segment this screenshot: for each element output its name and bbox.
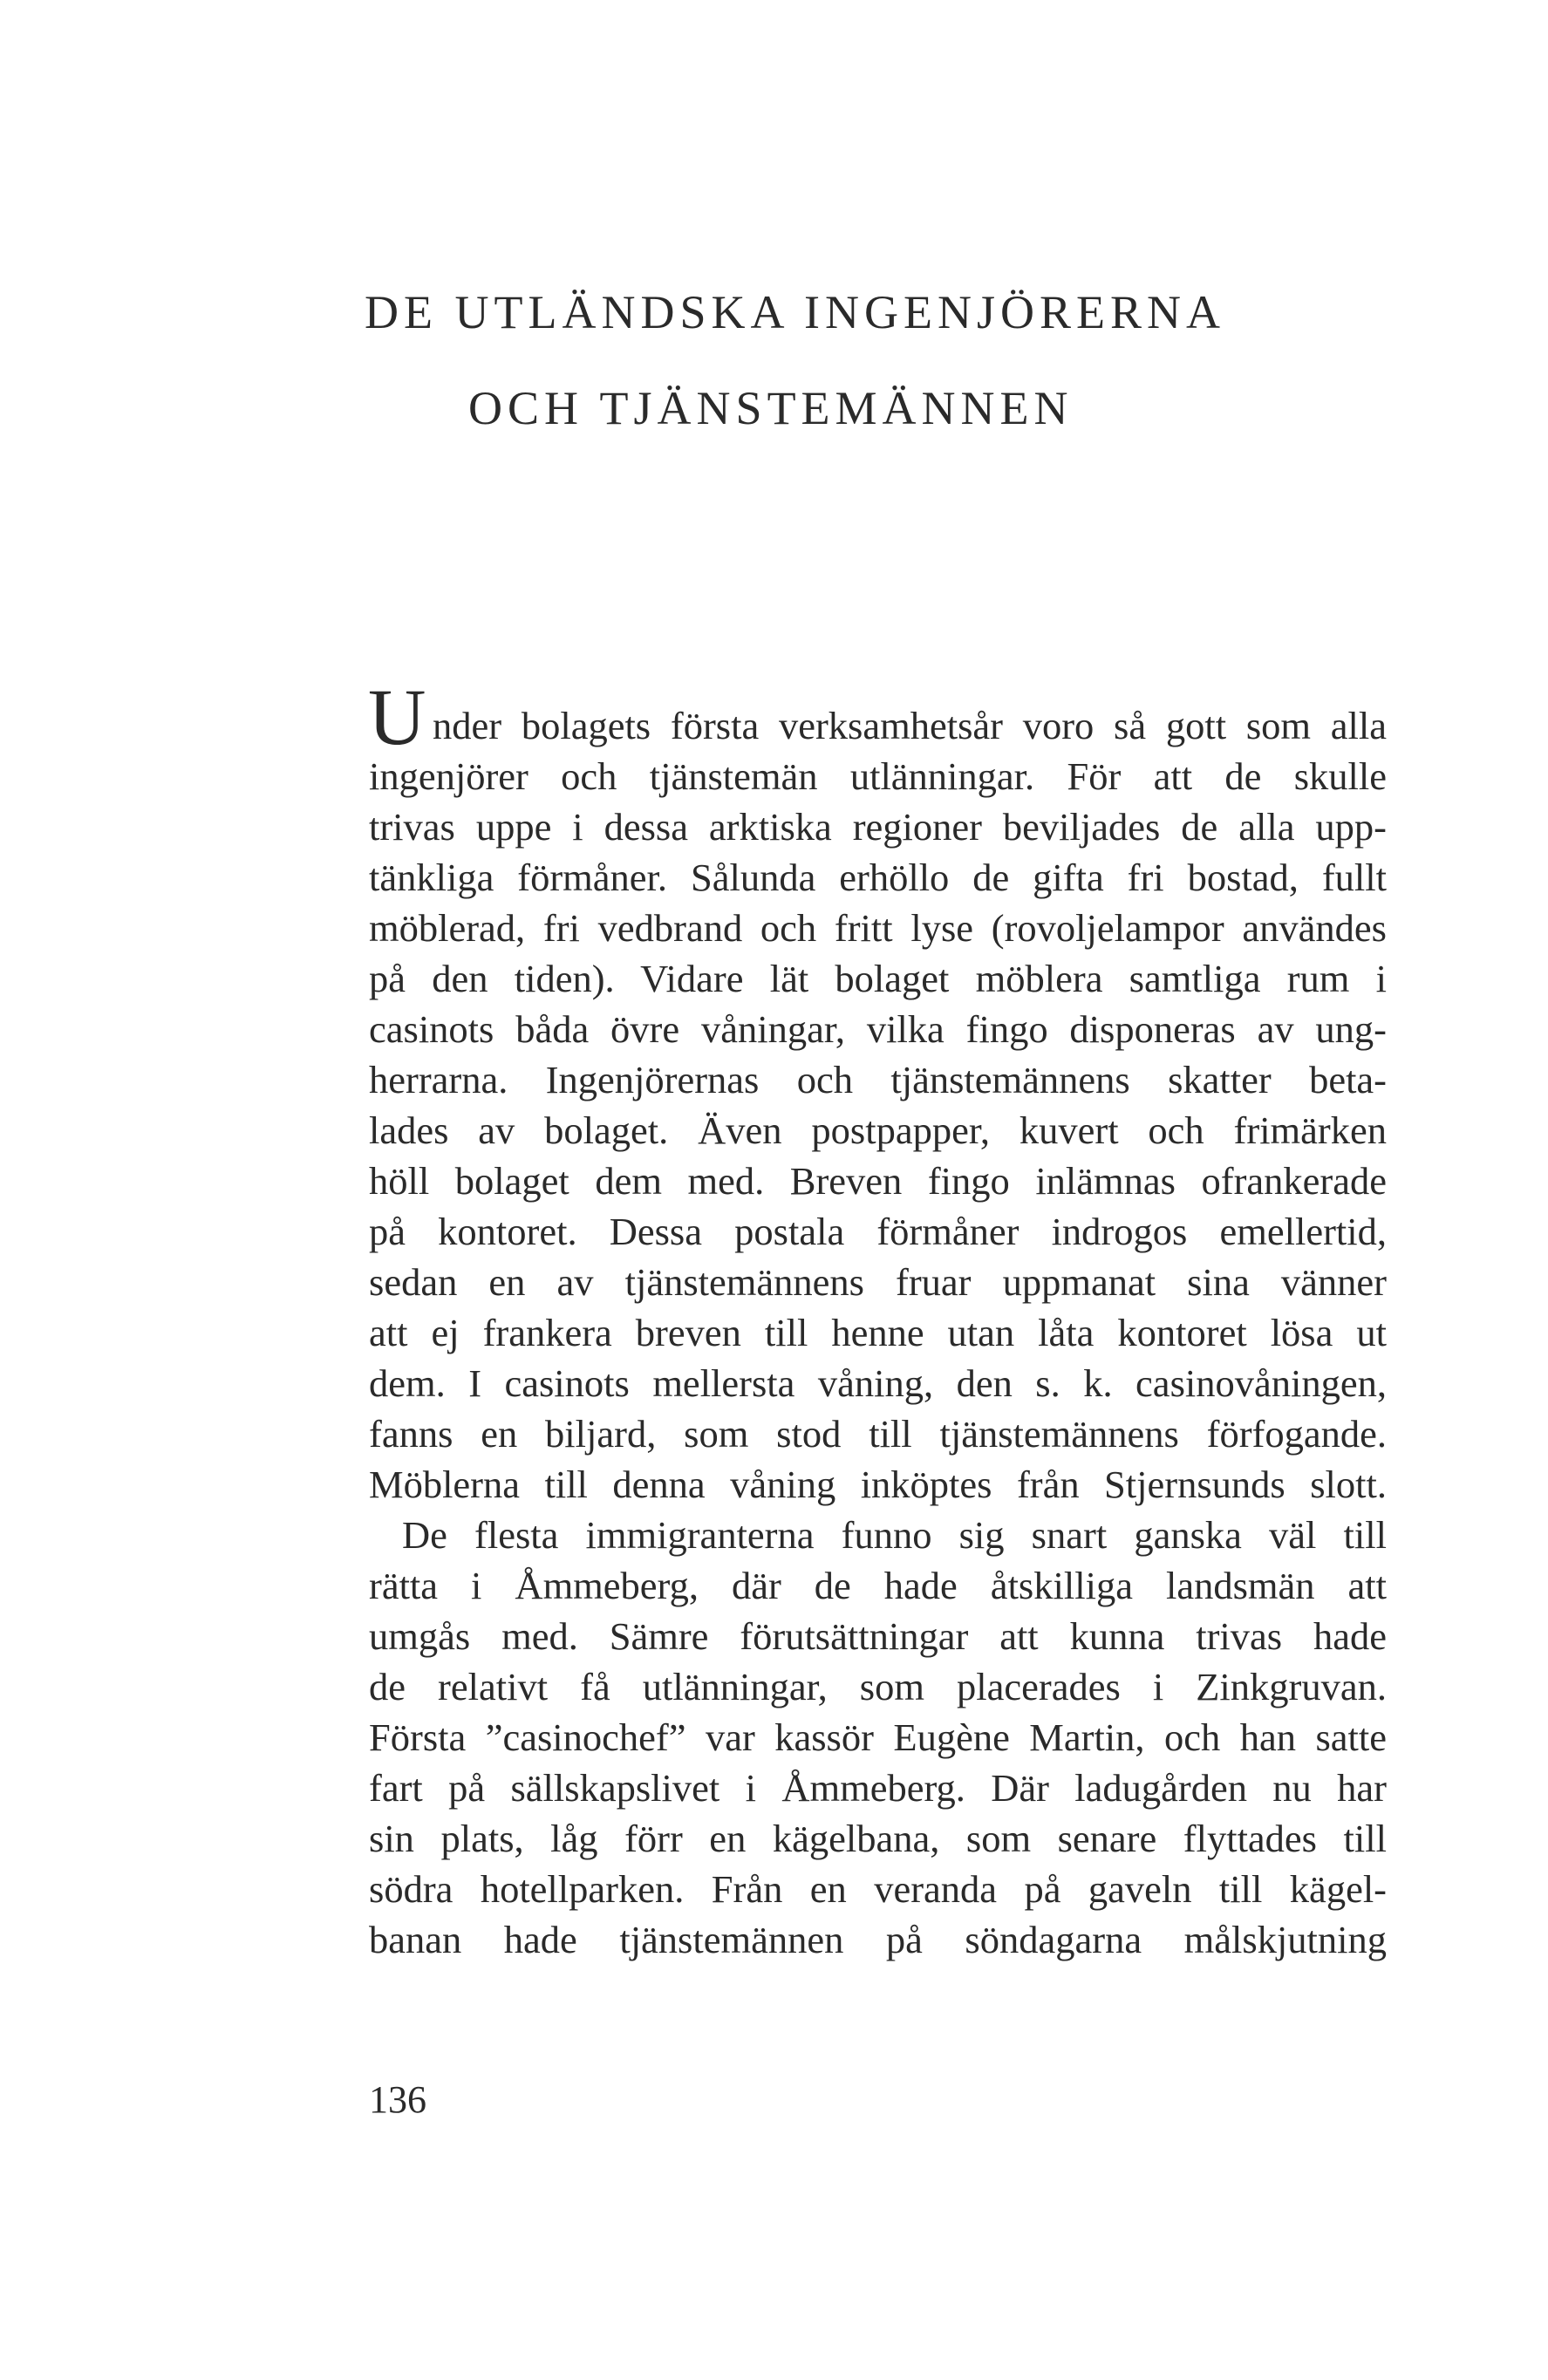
body-line: Första ”casinochef” var kassör Eugène Martin, och han satte [369,1715,1387,1759]
body-line: dem. I casinots mellersta våning, den s. k. casinovåningen, [369,1361,1387,1405]
body-line: sin plats, låg förr en kägelbana, som senare flyttades till [369,1817,1387,1860]
body-line: de relativt få utlänningar, som placerades i Zinkgruvan. [369,1665,1387,1708]
body-line: tänkliga förmåner. Sålunda erhöllo de gifta fri bostad, fullt [369,856,1387,899]
body-line: herrarna. Ingenjörernas och tjänstemännens skatter beta- [369,1058,1387,1101]
chapter-title-line-2: OCH TJÄNSTEMÄNNEN [468,382,1074,434]
body-line: fanns en biljard, som stod till tjänstemännens förfogande. [369,1412,1387,1456]
body-line: höll bolaget dem med. Breven fingo inlämnas ofrankerade [369,1159,1387,1203]
body-line: umgås med. Sämre förutsättningar att kunna trivas hade [369,1614,1387,1658]
body-line: Möblerna till denna våning inköptes från Stjernsunds slott. [369,1463,1387,1506]
body-line: på den tiden). Vidare lät bolaget möblera samtliga rum i [369,957,1387,1000]
chapter-title-line-1: DE UTLÄNDSKA INGENJÖRERNA [365,286,1225,338]
body-line: på kontoret. Dessa postala förmåner indrogos emellertid, [369,1210,1387,1253]
body-line: De flesta immigranterna funno sig snart ganska väl till [402,1513,1387,1557]
body-line: sedan en av tjänstemännens fruar uppmanat sina vänner [369,1260,1387,1304]
body-line: möblerad, fri vedbrand och fritt lyse (rovoljelampor användes [369,906,1387,950]
body-line: södra hotellparken. Från en veranda på gaveln till kägel- [369,1867,1387,1911]
body-line: lades av bolaget. Även postpapper, kuvert och frimärken [369,1108,1387,1152]
body-line: fart på sällskapslivet i Åmmeberg. Där ladugården nu har [369,1766,1387,1810]
page-number: 136 [369,2078,426,2121]
drop-cap-initial: U [368,672,426,761]
body-line: rätta i Åmmeberg, där de hade åtskilliga landsmän att [369,1564,1387,1607]
body-line: banan hade tjänstemännen på söndagarna målskjutning [369,1918,1387,1961]
body-line: att ej frankera breven till henne utan låta kontoret lösa ut [369,1311,1387,1354]
body-line: ingenjörer och tjänstemän utlänningar. För att de skulle [369,754,1387,798]
body-line: trivas uppe i dessa arktiska regioner beviljades de alla upp- [369,805,1387,849]
body-line: casinots båda övre våningar, vilka fingo disponeras av ung- [369,1007,1387,1051]
body-line: nder bolagets första verksamhetsår voro så gott som alla [433,704,1387,747]
